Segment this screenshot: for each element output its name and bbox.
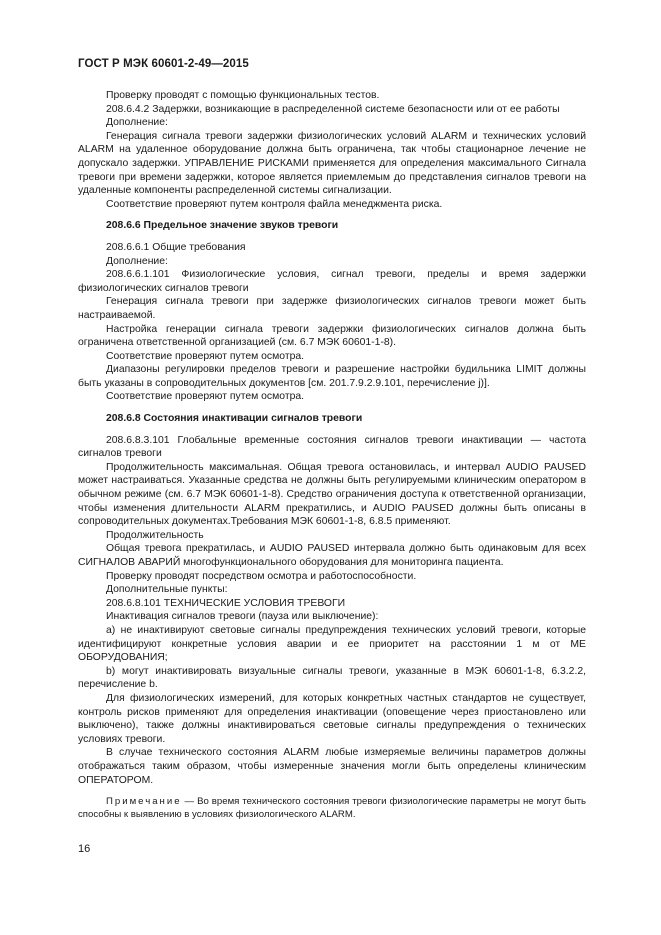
subsection-heading: 208.6.4.2 Задержки, возникающие в распределенной системе безопасности или от ее работы bbox=[106, 103, 560, 115]
document-body bbox=[78, 89, 586, 821]
list-item: a) не инактивируют световые сигналы предупреждения технических условий тревоги, которые идентифицируют конкретные условия аварии и ее приоритет на расстоянии 1 м от МЕ ОБОРУДОВАНИЯ; bbox=[78, 624, 586, 664]
note-dash: — bbox=[184, 796, 195, 808]
page-number: 16 bbox=[78, 843, 91, 855]
section-heading: 208.6.6 Предельное значение звуков тревоги bbox=[106, 220, 339, 232]
paragraph: Соответствие проверяют путем контроля файла менеджмента риска. bbox=[106, 198, 443, 210]
note-label: Примечание bbox=[106, 796, 182, 808]
paragraph: 208.6.8.3.101 Глобальные временные состояния сигналов тревоги инактивации — частота сигналов тревоги bbox=[78, 434, 586, 460]
list-item: b) могут инактивировать визуальные сигналы тревоги, указанные в МЭК 60601-1-8, 6.3.2.2, перечисление b. bbox=[78, 665, 586, 691]
section-heading: 208.6.8 Состояния инактивации сигналов тревоги bbox=[106, 413, 363, 425]
paragraph: Дополнительные пункты: bbox=[106, 584, 228, 596]
paragraph: Продолжительность максимальная. Общая тревога остановилась, и интервал AUDIO PAUSED может настраиваться. Указанные средства не должны быть регулируемыми клиническим оператором в обычном режиме (см. 6.7 МЭК 60601-1-8). Средство ограничения доступа к ответственной организации, чтобы изменения длительности ALARM прекратились, и AUDIO PAUSED должны быть описаны в сопроводительных документах.Требования МЭК 60601-1-8, 6.8.5 применяют. bbox=[78, 461, 586, 528]
paragraph: Проверку проводят посредством осмотра и работоспособности. bbox=[106, 570, 417, 582]
paragraph: Продолжительность bbox=[106, 529, 204, 541]
paragraph: Соответствие проверяют путем осмотра. bbox=[106, 391, 305, 403]
paragraph: Диапазоны регулировки пределов тревоги и разрешение настройки будильника LIMIT должны быть указаны в сопроводительных документов [см. 201.7.9.2.9.101, перечисление j)]. bbox=[78, 364, 586, 389]
note bbox=[78, 795, 586, 821]
paragraph: Дополнение: bbox=[106, 117, 168, 129]
paragraph: Генерация сигнала тревоги при задержке физиологических сигналов тревоги может быть настраиваемой. bbox=[78, 296, 586, 321]
paragraph: Инактивация сигналов тревоги (пауза или выключение): bbox=[106, 611, 379, 623]
paragraph: Генерация сигнала тревоги задержки физиологических условий ALARM и технических условий ALARM на удаленное оборудование должна быть ограничена, так чтобы стационарное лечение не допускало задержки. УПРАВЛЕНИЕ РИСКАМИ применяется для определения максимального Сигнала тревоги при времени задержки, которое является приемлемым до представления сигналов тревоги на удаленные компоненты распределенной системы сигнализации. bbox=[78, 130, 586, 197]
document-header: ГОСТ Р МЭК 60601-2-49—2015 bbox=[78, 58, 249, 70]
paragraph: 208.6.8.101 ТЕХНИЧЕСКИЕ УСЛОВИЯ ТРЕВОГИ bbox=[106, 597, 346, 609]
paragraph: Настройка генерации сигнала тревоги задержки физиологических сигналов должна быть ограничена ответственной организацией (см. 6.7 МЭК 60601-1-8). bbox=[78, 323, 586, 349]
note-text: Во время технического состояния тревоги физиологические параметры не могут быть способны к выявлению в условиях физиологического ALARM. bbox=[78, 796, 586, 821]
paragraph: Для физиологических измерений, для которых конкретных частных стандартов не существует, контроль рисков применяют для определения инактивации (оповещение через приостановлено или выключено), также должны инактивироваться световые сигналы предупреждения о технических условиях тревоги. bbox=[78, 692, 586, 745]
paragraph: В случае технического состояния ALARM любые измеряемые величины параметров должны отображаться таким образом, чтобы измеренные значения могли быть определены клиническим ОПЕРАТОРОМ. bbox=[78, 747, 586, 786]
paragraph: Проверку проводят с помощью функциональных тестов. bbox=[106, 90, 380, 101]
paragraph: Дополнение: bbox=[106, 255, 168, 267]
paragraph: 208.6.6.1.101 Физиологические условия, сигнал тревоги, пределы и время задержки физиологических сигналов тревоги bbox=[78, 269, 586, 294]
paragraph: Общая тревога прекратилась, и AUDIO PAUSED интервала должно быть одинаковым для всех СИГНАЛОВ АВАРИЙ многофункционального оборудования для мониторинга пациента. bbox=[78, 543, 586, 568]
paragraph: Соответствие проверяют путем осмотра. bbox=[106, 350, 305, 362]
subsection-heading: 208.6.6.1 Общие требования bbox=[106, 241, 246, 253]
